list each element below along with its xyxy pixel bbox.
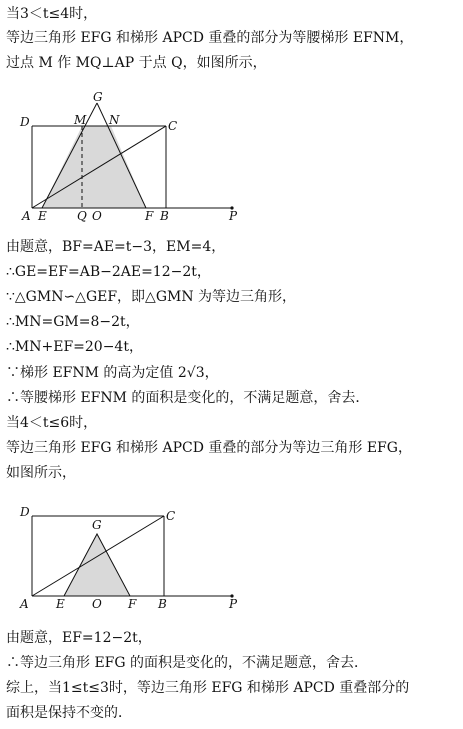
label-o: O	[92, 209, 102, 223]
text-line: 当3＜t≤4时，	[6, 6, 98, 22]
label-d: D	[20, 115, 30, 129]
label-p: P	[229, 597, 238, 611]
text-line: 由题意，EF=12−2t，	[6, 630, 152, 646]
label-e: E	[38, 209, 47, 223]
label-f: F	[145, 209, 154, 223]
text-line: 等边三角形 EFG 和梯形 APCD 重叠的部分为等腰梯形 EFNM，	[6, 30, 414, 46]
label-n: N	[109, 113, 120, 127]
label-e: E	[56, 597, 65, 611]
label-b: B	[158, 597, 167, 611]
text-line: ∴GE=EF=AB−2AE=12−2t，	[6, 264, 211, 280]
figure-2	[0, 498, 260, 614]
label-c: C	[166, 509, 176, 523]
text-line: ∵梯形 EFNM 的高为定值 2√3，	[6, 365, 219, 381]
label-m: M	[74, 113, 87, 127]
label-a: A	[20, 597, 29, 611]
shaded-triangle-efg	[64, 534, 130, 596]
label-a: A	[22, 209, 31, 223]
text-line: 当4＜t≤6时，	[6, 415, 98, 431]
label-g: G	[92, 518, 102, 532]
label-q: Q	[77, 209, 87, 223]
text-line: 面积是保持不变的．	[6, 705, 132, 721]
label-g: G	[93, 90, 103, 104]
text-line: ∴MN+EF=20−4t，	[6, 339, 143, 355]
label-p: P	[229, 209, 238, 223]
text-line: 综上，当1≤t≤3时，等边三角形 EFG 和梯形 APCD 重叠部分的	[6, 680, 410, 696]
label-c: C	[168, 119, 178, 133]
text-line: ∴MN=GM=8−2t，	[6, 314, 140, 330]
text-line: ∴等腰梯形 EFNM 的面积是变化的，不满足题意，舍去．	[6, 390, 370, 406]
text-line: 等边三角形 EFG 和梯形 APCD 重叠的部分为等边三角形 EFG，	[6, 440, 412, 456]
text-line: 如图所示，	[6, 465, 76, 481]
label-d: D	[20, 505, 30, 519]
label-b: B	[160, 209, 169, 223]
text-line: ∴等边三角形 EFG 的面积是变化的，不满足题意，舍去．	[6, 655, 369, 671]
label-o: O	[92, 597, 102, 611]
text-line: ∵△GMN∽△GEF，即△GMN 为等边三角形，	[6, 289, 297, 305]
text-line: 过点 M 作 MQ⊥AP 于点 Q，如图所示，	[6, 55, 267, 71]
figure-1	[0, 88, 260, 226]
text-line: 由题意，BF=AE=t−3，EM=4，	[6, 239, 226, 255]
label-f: F	[128, 597, 137, 611]
shaded-trapezoid-efnm	[42, 126, 146, 208]
